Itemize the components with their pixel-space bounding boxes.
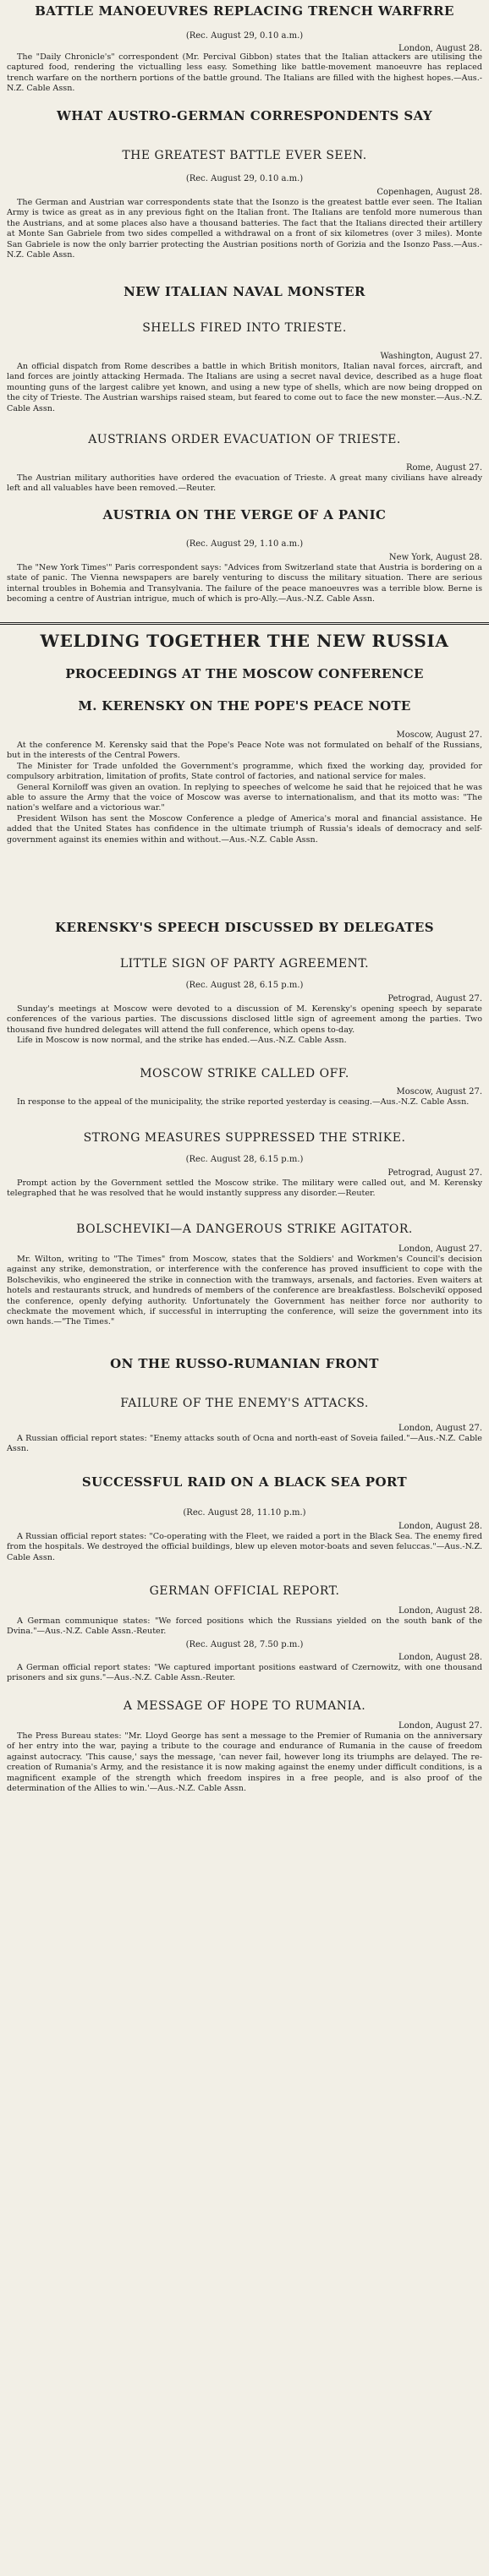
received-time: (Rec. August 29, 1.10 a.m.)	[185, 539, 304, 549]
received-time: (Rec. August 29, 0.10 a.m.)	[185, 31, 304, 41]
article-body	[7, 1097, 482, 1108]
dateline: Copenhagen, August 28.	[376, 188, 482, 197]
paragraph: An official dispatch from Rome describes a battle in which British monitors, Italian naval forces, aircraft, and land forces are jointly attacking Hermada. The Italians are using a secret naval device, described as a huge float mounting guns of the largest calibre yet known, and using a new type of shells, which are now being dropped on the city of Trieste. The Austrian warships raised steam, but feared to come out to face the new monster.—Aus.-N.Z. Cable Assn.	[7, 362, 482, 413]
paragraph: Mr. Wilton, writing to "The Times" from Moscow, states that the Soldiers' and Workmen's Council's decision against any strike, demonstration, or interference with the conference has proved insufficient to cope with the Bolschevikis, who engineered the strike in connection with the tramways, arsenals, and factories. Even waiters at hotels and restaurants struck, and hundreds of members of the conference are breakfastless. Bolschevikï opposed the conference, openly defying authority. Unfortunately the Government has neither force nor authority to checkmate the movement which, if successful in interrupting the conference, will seize the government into its own hands.—"The Times."	[7, 1255, 482, 1327]
headline-evacuation-trieste: AUSTRIANS ORDER EVACUATION OF TRIESTE.	[88, 433, 401, 446]
received-time: (Rec. August 29, 0.10 a.m.)	[185, 174, 304, 183]
article-body	[7, 1532, 482, 1563]
headline-battle-manoeuvres: BATTLE MANOEUVRES REPLACING TRENCH WARFRRE	[35, 3, 454, 19]
article-body	[7, 52, 482, 95]
paragraph: A Russian official report states: "Enemy attacks south of Ocna and north-east of Soveia failed."—Aus.-N.Z. Cable Assn.	[7, 1434, 482, 1454]
paragraph: President Wilson has sent the Moscow Conference a pledge of America's moral and financial assistance. He added that the United States has confidence in the ultimate triumph of Russia's ideals of democracy and self-government against its enemies within and without.—Aus.-N.Z. Cable Assn.	[7, 813, 482, 845]
article-body	[7, 198, 482, 260]
paragraph: The Press Bureau states: "Mr. Lloyd George has sent a message to the Premier of Rumania on the anniversary of her entry into the war, paying a tribute to the courage and endurance of Rumania in the cause of freedom against autocracy. 'This cause,' says the message, 'can never fail, however long its triumphs are delayed. The re-creation of Rumania's Army, and the resistance it is now making against the enemy under difficult conditions, is a magnificent example of the strength which freedom inspires in a free people, and is also proof of the determination of the Allies to win.'—Aus.-N.Z. Cable Assn.	[7, 1731, 482, 1794]
paragraph: A German official report states: "We captured important positions eastward of Czernowitz, with one thousand prisoners and six guns."—Aus.-N.Z. Cable Assn.-Reuter.	[7, 1663, 482, 1683]
article-body	[7, 1434, 482, 1455]
article-body	[7, 1004, 482, 1047]
headline-moscow-strike-off: MOSCOW STRIKE CALLED OFF.	[140, 1067, 349, 1080]
dateline: Moscow, August 27.	[396, 730, 482, 740]
section-divider	[0, 622, 489, 625]
paragraph: The Austrian military authorities have ordered the evacuation of Trieste. A great many civilians have already left and all valuables have been removed.—Reuter.	[7, 473, 482, 494]
received-time: (Rec. August 28, 11.10 p.m.)	[183, 1508, 306, 1518]
paragraph: At the conference M. Kerensky said that the Pope's Peace Note was not formulated on behalf of the Russians, but in the interests of the Central Powers.	[7, 741, 482, 761]
dateline: Washington, August 27.	[380, 352, 482, 361]
dateline: London, August 27.	[398, 1721, 482, 1731]
headline-new-russia: WELDING TOGETHER THE NEW RUSSIA	[40, 631, 449, 651]
article-body	[7, 563, 482, 605]
headline-bolscheviki: BOLSCHEVIKI—A DANGEROUS STRIKE AGITATOR.	[76, 1222, 413, 1236]
paragraph: Sunday's meetings at Moscow were devoted to a discussion of M. Kerensky's opening speech by separate conferences of the various parties. The discussions disclosed little sign of agreement among the parties. Two thousand five hundred delegates will attend the full conference, which opens to-day.	[7, 1004, 482, 1035]
article-body	[7, 1663, 482, 1684]
dateline: Petrograd, August 27.	[387, 1168, 482, 1178]
received-time: (Rec. August 28, 7.50 p.m.)	[185, 1640, 304, 1649]
paragraph: The Minister for Trade unfolded the Government's programme, which fixed the working day, provided for compulsory arbitration, limitation of profits, State control of factories, and national service for males.	[7, 761, 482, 782]
headline-strong-measures: STRONG MEASURES SUPPRESSED THE STRIKE.	[83, 1131, 406, 1145]
headline-german-report: GERMAN OFFICIAL REPORT.	[149, 1584, 340, 1598]
paragraph: Life in Moscow is now normal, and the strike has ended.—Aus.-N.Z. Cable Assn.	[17, 1036, 347, 1046]
dateline: London, August 28.	[398, 1606, 482, 1616]
dateline: New York, August 28.	[388, 553, 482, 562]
article-body	[7, 473, 482, 495]
article-body	[7, 741, 482, 845]
article-body	[7, 1731, 482, 1794]
article-body	[7, 362, 482, 414]
subheading: THE GREATEST BATTLE EVER SEEN.	[122, 149, 367, 162]
subheading: LITTLE SIGN OF PARTY AGREEMENT.	[119, 957, 370, 971]
received-time: (Rec. August 28, 6.15 p.m.)	[185, 1155, 304, 1164]
dateline: Petrograd, August 27.	[387, 994, 482, 1004]
subheading: M. KERENSKY ON THE POPE'S PEACE NOTE	[78, 698, 411, 714]
headline-austro-german-correspondents: WHAT AUSTRO-GERMAN CORRESPONDENTS SAY	[57, 108, 432, 123]
dateline: Rome, August 27.	[405, 463, 482, 473]
headline-russo-rumanian-front: ON THE RUSSO-RUMANIAN FRONT	[110, 1356, 379, 1371]
subheading: FAILURE OF THE ENEMY'S ATTACKS.	[120, 1397, 369, 1410]
paragraph: The "Daily Chronicle's" correspondent (Mr. Percival Gibbon) states that the Italian attackers are utilising the captured food, rendering the victualling less easy. Something like battle-movement manoeuvre has replaced trench warfare on the northern portions of the battle ground. The Italians are filled with the highest hopes.—Aus.-N.Z. Cable Assn.	[7, 52, 482, 94]
paragraph: The German and Austrian war correspondents state that the Isonzo is the greatest battle ever seen. The Italian Army is twice as great as in any previous fight on the Italian front. The Italians are tenfold more numerous than the Austrians, and at some places also have a thousand batteries. The fact that the Italians directed their artillery at Monte San Gabriele from two sides compelled a withdrawal on a front of six kilometres (over 3 miles). Monte San Gabriele is now the only barrier protecting the Austrian positions north of Gorizia and the Isonzo Pass.—Aus.-N.Z. Cable Assn.	[7, 198, 482, 260]
headline-kerensky-speech: KERENSKY'S SPEECH DISCUSSED BY DELEGATES	[55, 920, 434, 935]
dateline: Moscow, August 27.	[396, 1087, 482, 1097]
headline-black-sea-raid: SUCCESSFUL RAID ON A BLACK SEA PORT	[81, 1474, 408, 1490]
subheading: PROCEEDINGS AT THE MOSCOW CONFERENCE	[65, 666, 424, 681]
headline-italian-naval-monster: NEW ITALIAN NAVAL MONSTER	[124, 284, 365, 299]
paragraph: A German communique states: "We forced positions which the Russians yielded on the south bank of the Dvina."—Aus.-N.Z. Cable Assn.-Reuter.	[7, 1616, 482, 1637]
dateline: London, August 28.	[398, 1653, 482, 1662]
article-body	[7, 1179, 482, 1200]
paragraph: General Korniloff was given an ovation. In replying to speeches of welcome he said that he rejoiced that he was able to assure the Army that the voice of Moscow was averse to internationalism, and that its motto was: "The nation's welfare and a victorious war."	[7, 782, 482, 813]
paragraph: In response to the appeal of the municipality, the strike reported yesterday is ceasing.—Aus.-N.Z. Cable Assn.	[17, 1097, 470, 1107]
dateline: London, August 27.	[398, 1424, 482, 1433]
received-time: (Rec. August 28, 6.15 p.m.)	[185, 981, 304, 990]
subheading: SHELLS FIRED INTO TRIESTE.	[142, 321, 347, 335]
paragraph: A Russian official report states: "Co-operating with the Fleet, we raided a port in the Black Sea. The enemy fired from the hospitals. We destroyed the official buildings, blew up eleven motor-boats and seven feluccas."—Aus.-N.Z. Cable Assn.	[7, 1532, 482, 1562]
headline-message-of-hope: A MESSAGE OF HOPE TO RUMANIA.	[123, 1699, 366, 1713]
paragraph: Prompt action by the Government settled the Moscow strike. The military were called out, and M. Kerensky telegraphed that he was resolved that he would instantly suppress any disorder.—Reuter.	[7, 1179, 482, 1199]
dateline: London, August 27.	[398, 1244, 482, 1254]
paragraph: The "New York Times'" Paris correspondent says: "Advices from Switzerland state that Austria is bordering on a state of panic. The Vienna newspapers are barely venturing to discuss the military situation. There are serious internal troubles in Bohemia and Transylvania. The failure of the peace manoeuvres was a terrible blow. Berne is becoming a centre of Austrian intrigue, much of which is pro-Ally.—Aus.-N.Z. Cable Assn.	[7, 563, 482, 604]
dateline: London, August 28.	[398, 44, 482, 53]
article-body	[7, 1616, 482, 1638]
dateline: London, August 28.	[398, 1522, 482, 1531]
article-body	[7, 1255, 482, 1328]
headline-austria-panic: AUSTRIA ON THE VERGE OF A PANIC	[102, 507, 387, 522]
